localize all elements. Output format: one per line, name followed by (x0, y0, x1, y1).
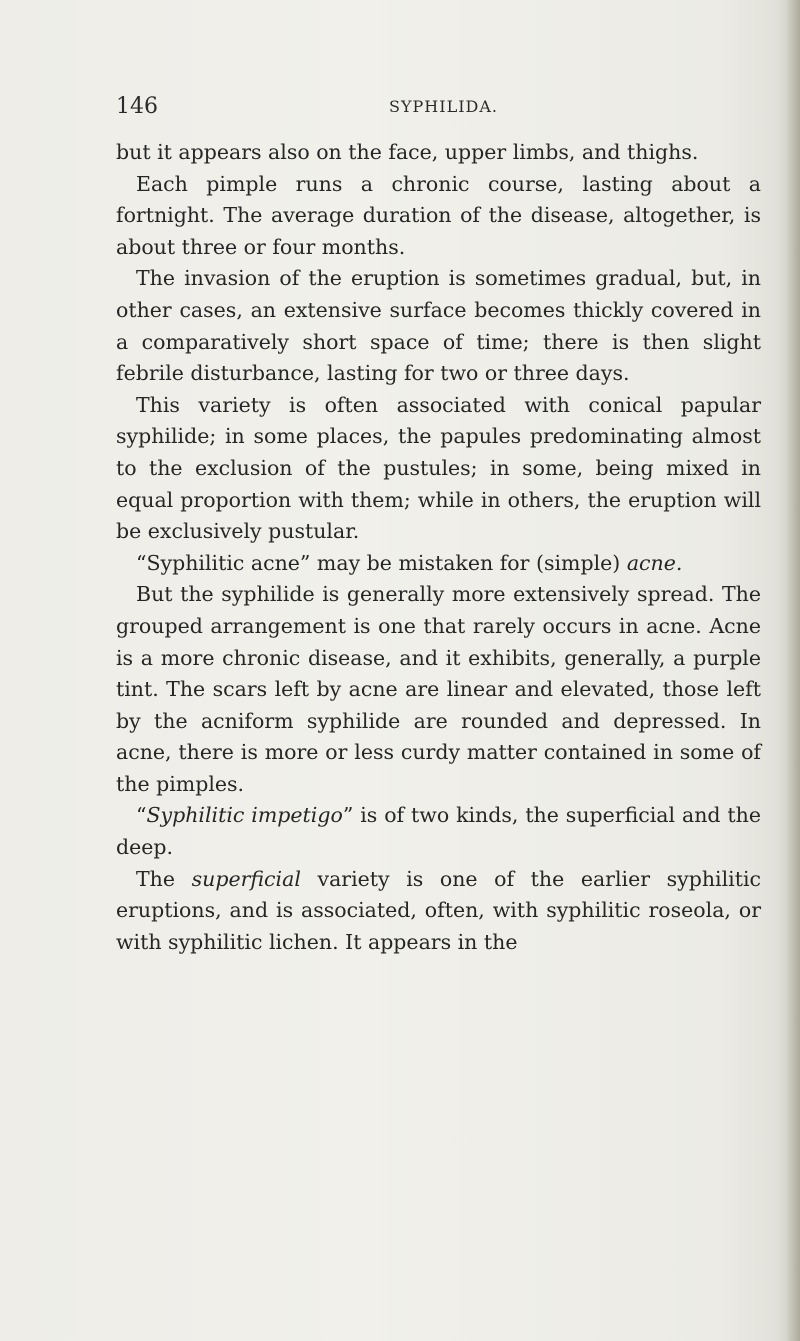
paragraph-2: Each pimple runs a chronic course, lasting about a fortnight. The average duration of the disease, altogether, is about three or four months. (116, 171, 761, 259)
paragraph-5-lead: “Syphilitic acne” may be mistaken for (simple) (136, 550, 621, 575)
paragraph-7-italic: Syphilitic impetigo (146, 803, 343, 828)
paragraph-6: But the syphilide is generally more extensively spread. The grouped arrangement is one that rarely occurs in acne. Acne is a more chronic disease, and it exhibits, generally, a purple tint. The scars left by acne are linear and elevated, those left by the acniform syphilide are rounded and depressed. In acne, there is more or less curdy matter contained in some of the pimples. (116, 582, 761, 796)
paragraph-1: but it appears also on the face, upper limbs, and thighs. (116, 140, 699, 164)
paragraph-5 (116, 548, 761, 580)
paragraph-7-open-quote: “ (136, 803, 147, 828)
page-edge-shadow (786, 0, 800, 1341)
paragraph-3: The invasion of the eruption is sometimes gradual, but, in other cases, an extensive surface becomes thickly covered in a comparatively short space of time; there is then slight febrile disturbance, lasting for two or three days. (116, 266, 761, 386)
paragraph-5-italic: acne. (626, 550, 683, 575)
page-number: 146 (116, 94, 158, 119)
paragraph-8 (116, 864, 761, 959)
paragraph-7 (116, 800, 761, 863)
paragraph-8-start: The (136, 866, 192, 891)
running-head: SYPHILIDA. (389, 97, 498, 116)
page-header (116, 94, 736, 124)
paragraph-8-italic: superficial (191, 866, 301, 891)
body-text (116, 137, 761, 958)
paragraph-4: This variety is often associated with conical papular syphilide; in some places, the papules predominating almost to the exclusion of the pustules; in some, being mixed in equal proportion with them; while in others, the eruption will be exclusively pustular. (116, 392, 761, 544)
paragraph-8-rest: variety is one of the earlier syphilitic eruptions, and is associated, often, with syphilitic roseola, or with syphilitic lichen. It appears in the (116, 866, 761, 954)
paragraph-7-rest: ” is of two kinds, the superficial and the deep. (116, 803, 762, 860)
